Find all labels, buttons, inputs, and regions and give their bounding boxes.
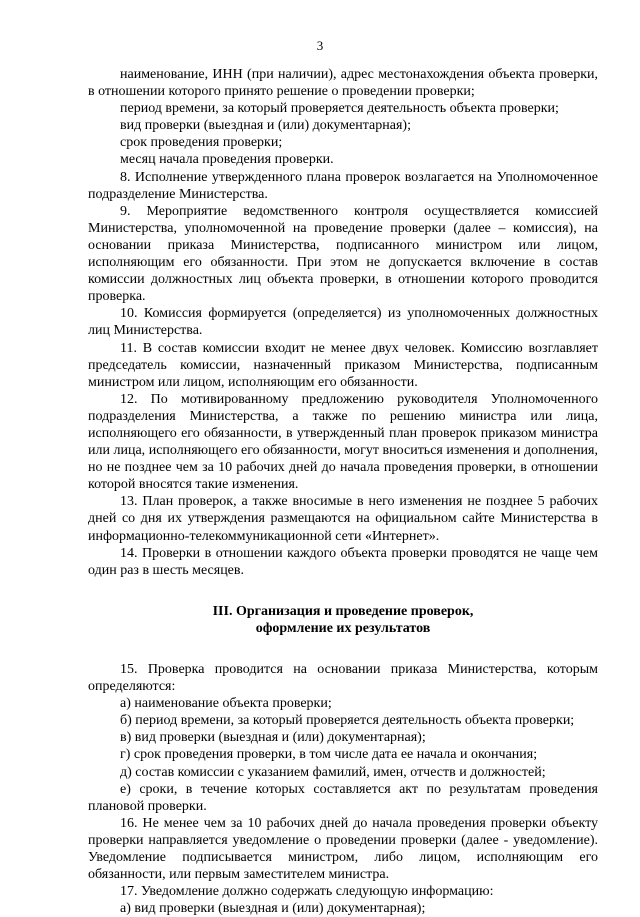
list-item: д) состав комиссии с указанием фамилий, имен, отчеств и должностей; [120,764,546,780]
document-body [88,66,598,917]
paragraph: 15. Проверка проводится на основании приказа Министерства, которым определяются: [88,662,598,695]
list-item: а) наименование объекта проверки; [120,696,332,712]
paragraph: 14. Проверки в отношении каждого объекта проверки проводятся не чаще чем один раз в шесть месяцев. [88,545,598,578]
section-heading-line: оформление их результатов [255,620,431,636]
paragraph: 17. Уведомление должно содержать следующую информацию: [120,884,494,900]
list-item: е) сроки, в течение которых составляется акт по результатам проведения плановой проверки. [88,781,598,814]
paragraph: 9. Мероприятие ведомственного контроля осуществляется комиссией Министерства, уполномоченной на проведение проверки (далее – комиссия), на основании приказа Министерства, подписанного министром или лицом, исполняющим его обязанности. При этом не допускается включение в состав комиссии должностных лиц объекта проверки, в отношении которого проводится проверка. [88,203,598,305]
section-heading-line: III. Организация и проведение проверок, [212,603,474,619]
list-item: в) вид проверки (выездная и (или) документарная); [120,730,426,746]
paragraph: срок проведения проверки; [120,135,283,151]
paragraph: 12. По мотивированному предложению руководителя Уполномоченного подразделения Министерства, а также по решению министра или лица, исполняющего его обязанности, в утвержденный план проверок приказом министра или лица, исполняющего его обязанности, могут вноситься изменения и дополнения, но не позднее чем за 10 рабочих дней до начала проведения проверки, в отношении которой вносятся такие изменения. [88,391,598,493]
list-item: а) вид проверки (выездная и (или) документарная); [120,901,426,917]
section-heading [88,603,598,637]
page-number: 3 [316,38,324,53]
paragraph: 11. В состав комиссии входит не менее двух человек. Комиссию возглавляет председатель комиссии, назначенный приказом Министерства, подписанным министром или лицом, исполняющим его обязанности. [88,340,598,390]
paragraph: 10. Комиссия формируется (определяется) из уполномоченных должностных лиц Министерства. [88,306,598,339]
paragraph: месяц начала проведения проверки. [120,152,334,168]
paragraph: 13. План проверок, а также вносимые в него изменения не позднее 5 рабочих дней со дня их утверждения размещаются на официальном сайте Министерства в информационно-телекоммуникационной сети «Интернет». [88,494,598,544]
list-item: г) срок проведения проверки, в том числе дата ее начала и окончания; [120,747,538,763]
list-item: б) период времени, за который проверяется деятельность объекта проверки; [120,713,575,729]
paragraph: 8. Исполнение утвержденного плана проверок возлагается на Уполномоченное подразделение Министерства. [88,169,598,202]
paragraph: вид проверки (выездная и (или) документарная); [120,118,411,134]
paragraph: период времени, за который проверяется деятельность объекта проверки; [120,101,559,117]
paragraph: 16. Не менее чем за 10 рабочих дней до начала проведения проверки объекту проверки направляется уведомление о проведении проверки (далее - уведомление). Уведомление подписывается министром, либо лицом, исполняющим его обязанности, или первым заместителем министра. [88,815,598,883]
paragraph: наименование, ИНН (при наличии), адрес местонахождения объекта проверки, в отношении которого принято решение о проведении проверки; [88,67,598,100]
